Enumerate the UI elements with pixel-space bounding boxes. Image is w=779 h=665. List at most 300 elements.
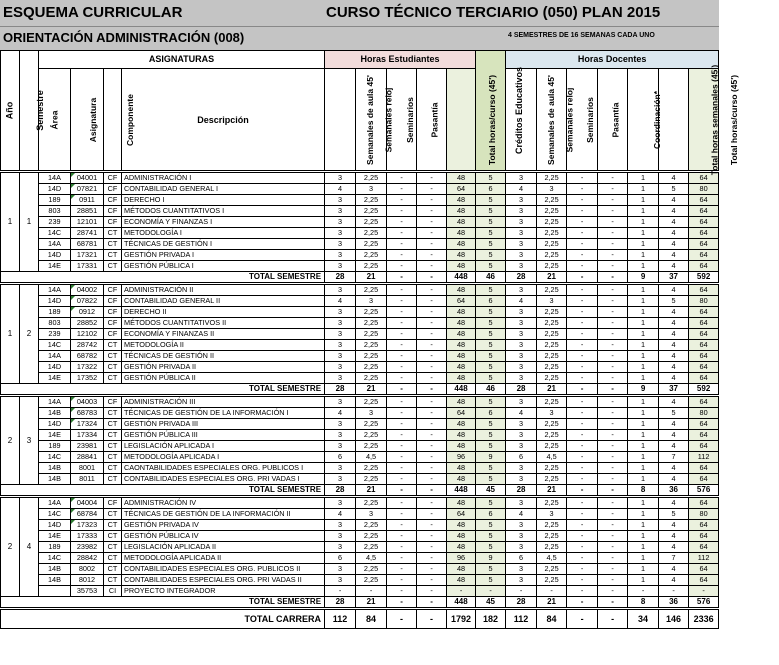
value-cell-ea: 3 xyxy=(325,239,356,250)
value-cell-cr: 5 xyxy=(476,250,506,261)
value-cell-et: 48 xyxy=(447,217,476,228)
value-cell-cr: 5 xyxy=(476,206,506,217)
value-cell-er: 4,5 xyxy=(356,452,387,463)
value-cell-cr: 5 xyxy=(476,307,506,318)
componente-cell: CF xyxy=(104,329,122,340)
componente-cell: CT xyxy=(104,564,122,575)
value-cell-da: 3 xyxy=(506,307,537,318)
value-cell-et: 48 xyxy=(447,340,476,351)
value-cell-dts: 4 xyxy=(659,217,689,228)
value-cell-ds: - xyxy=(567,452,598,463)
descripcion-cell: ECONOMÍA Y FINANZAS I xyxy=(122,217,325,228)
value-cell-es: - xyxy=(387,206,417,217)
group-asignaturas: ASIGNATURAS xyxy=(39,51,325,69)
value-cell-dc: 1 xyxy=(628,397,659,408)
value-cell-dc: 1 xyxy=(628,217,659,228)
area-cell: 14E xyxy=(39,261,71,272)
col-est-semanales-reloj: Semanales reloj xyxy=(356,69,387,171)
value-cell-dr: 2,25 xyxy=(537,351,567,362)
componente-cell: CF xyxy=(104,296,122,307)
componente-cell: CF xyxy=(104,217,122,228)
value-cell-ea: 3 xyxy=(325,474,356,485)
value-cell-dr: 2,25 xyxy=(537,285,567,296)
value-cell-dts: 4 xyxy=(659,397,689,408)
area-cell: 14B xyxy=(39,564,71,575)
course-title: CURSO TÉCNICO TERCIARIO (050) PLAN 2015 xyxy=(326,4,661,21)
asignatura-code-cell: 07822 xyxy=(71,296,104,307)
col-est-total: Total horas/curso (45') xyxy=(447,69,476,171)
value-cell-dp: - xyxy=(598,531,628,542)
asignatura-code-cell: 17322 xyxy=(71,362,104,373)
value-cell-dr: 2,25 xyxy=(537,474,567,485)
value-cell-dp: - xyxy=(598,397,628,408)
value-cell-da: 3 xyxy=(506,329,537,340)
value-cell-es: - xyxy=(387,173,417,184)
area-cell: 189 xyxy=(39,307,71,318)
total-cell-ea: 28 xyxy=(325,597,356,608)
table-row xyxy=(1,474,719,485)
value-cell-ea: 4 xyxy=(325,296,356,307)
value-cell-dts: 4 xyxy=(659,250,689,261)
value-cell-dtc: 64 xyxy=(689,575,719,586)
value-cell-ea: 6 xyxy=(325,452,356,463)
value-cell-dr: 2,25 xyxy=(537,318,567,329)
value-cell-dc: 1 xyxy=(628,296,659,307)
value-cell-dts: 4 xyxy=(659,373,689,384)
value-cell-dts: 4 xyxy=(659,318,689,329)
value-cell-da: 4 xyxy=(506,408,537,419)
value-cell-dtc: 64 xyxy=(689,441,719,452)
area-cell: 239 xyxy=(39,217,71,228)
asignatura-code-cell: 07821 xyxy=(71,184,104,195)
componente-cell: CT xyxy=(104,250,122,261)
value-cell-ea: 3 xyxy=(325,217,356,228)
value-cell-dp: - xyxy=(598,564,628,575)
area-cell: 14D xyxy=(39,419,71,430)
grand-total-cell-es: - xyxy=(387,610,417,629)
value-cell-ea: 3 xyxy=(325,329,356,340)
value-cell-dp: - xyxy=(598,285,628,296)
comment-marker-icon xyxy=(71,498,75,502)
value-cell-es: - xyxy=(387,586,417,597)
value-cell-dc: 1 xyxy=(628,307,659,318)
value-cell-da: 3 xyxy=(506,217,537,228)
value-cell-cr: 5 xyxy=(476,575,506,586)
total-semestre-label: TOTAL SEMESTRE xyxy=(1,272,325,283)
value-cell-dr: 2,25 xyxy=(537,217,567,228)
value-cell-cr: 5 xyxy=(476,463,506,474)
value-cell-ds: - xyxy=(567,553,598,564)
total-cell-cr: 45 xyxy=(476,597,506,608)
table-row xyxy=(1,285,719,296)
componente-cell: CF xyxy=(104,184,122,195)
value-cell-es: - xyxy=(387,307,417,318)
componente-cell: CT xyxy=(104,239,122,250)
value-cell-dc: 1 xyxy=(628,351,659,362)
value-cell-er: 2,25 xyxy=(356,575,387,586)
componente-cell: CF xyxy=(104,206,122,217)
value-cell-dtc: 64 xyxy=(689,362,719,373)
value-cell-dtc: 64 xyxy=(689,250,719,261)
value-cell-da: 6 xyxy=(506,553,537,564)
value-cell-et: 48 xyxy=(447,441,476,452)
value-cell-dr: 2,25 xyxy=(537,463,567,474)
ano-cell: 2 xyxy=(1,397,20,485)
descripcion-cell: ADMINISTRACIÓN IV xyxy=(122,498,325,509)
value-cell-ds: - xyxy=(567,408,598,419)
componente-cell: CT xyxy=(104,463,122,474)
area-cell: 803 xyxy=(39,318,71,329)
value-cell-ep: - xyxy=(417,520,447,531)
table-body xyxy=(1,51,740,629)
value-cell-dp: - xyxy=(598,250,628,261)
semester-total-row xyxy=(1,272,719,283)
asignatura-code-cell: 68783 xyxy=(71,408,104,419)
total-cell-ep: - xyxy=(417,384,447,395)
value-cell-dc: 1 xyxy=(628,452,659,463)
value-cell-et: 48 xyxy=(447,498,476,509)
value-cell-dc: 1 xyxy=(628,285,659,296)
total-cell-ep: - xyxy=(417,485,447,496)
table-row xyxy=(1,184,719,195)
table-row xyxy=(1,531,719,542)
grand-total-cell-et: 1792 xyxy=(447,610,476,629)
value-cell-es: - xyxy=(387,474,417,485)
componente-cell: CT xyxy=(104,261,122,272)
value-cell-dc: 1 xyxy=(628,564,659,575)
value-cell-dts: - xyxy=(659,586,689,597)
semester-total-row xyxy=(1,384,719,395)
value-cell-es: - xyxy=(387,340,417,351)
value-cell-et: 48 xyxy=(447,419,476,430)
area-cell: 14A xyxy=(39,397,71,408)
value-cell-cr: 5 xyxy=(476,351,506,362)
value-cell-ep: - xyxy=(417,285,447,296)
table-row xyxy=(1,362,719,373)
value-cell-ds: - xyxy=(567,307,598,318)
value-cell-da: 3 xyxy=(506,340,537,351)
value-cell-da: 4 xyxy=(506,184,537,195)
componente-cell: CT xyxy=(104,430,122,441)
area-cell: 14D xyxy=(39,362,71,373)
value-cell-ep: - xyxy=(417,531,447,542)
value-cell-dtc: - xyxy=(689,586,719,597)
value-cell-ds: - xyxy=(567,261,598,272)
value-cell-dc: 1 xyxy=(628,419,659,430)
value-cell-er: 4,5 xyxy=(356,553,387,564)
descripcion-cell: MÉTODOS CUANTITATIVOS I xyxy=(122,206,325,217)
col-doc-semanales-aula: Semanales de aula 45' xyxy=(506,69,537,171)
value-cell-dp: - xyxy=(598,509,628,520)
comment-marker-icon xyxy=(71,509,75,513)
grand-total-cell-er: 84 xyxy=(356,610,387,629)
value-cell-dr: 2,25 xyxy=(537,228,567,239)
value-cell-ea: 3 xyxy=(325,340,356,351)
table-row xyxy=(1,397,719,408)
value-cell-ea: 4 xyxy=(325,408,356,419)
asignatura-code-cell: 68782 xyxy=(71,351,104,362)
value-cell-es: - xyxy=(387,531,417,542)
componente-cell: CF xyxy=(104,397,122,408)
total-cell-et: 448 xyxy=(447,597,476,608)
col-doc-semanales-reloj: Semanales reloj xyxy=(537,69,567,171)
area-cell: 14D xyxy=(39,296,71,307)
value-cell-dp: - xyxy=(598,184,628,195)
value-cell-er: 2,25 xyxy=(356,564,387,575)
total-cell-dtc: 592 xyxy=(689,272,719,283)
value-cell-dtc: 64 xyxy=(689,531,719,542)
value-cell-ea: 3 xyxy=(325,307,356,318)
value-cell-dts: 4 xyxy=(659,307,689,318)
asignatura-code-cell: 8012 xyxy=(71,575,104,586)
value-cell-ep: - xyxy=(417,184,447,195)
value-cell-dts: 4 xyxy=(659,239,689,250)
value-cell-dtc: 80 xyxy=(689,296,719,307)
asignatura-code-cell: 04003 xyxy=(71,397,104,408)
value-cell-cr: 5 xyxy=(476,217,506,228)
componente-cell: CT xyxy=(104,452,122,463)
asignatura-code-cell: 17321 xyxy=(71,250,104,261)
value-cell-dtc: 64 xyxy=(689,340,719,351)
value-cell-es: - xyxy=(387,520,417,531)
value-cell-cr: 9 xyxy=(476,452,506,463)
descripcion-cell: ECONOMÍA Y FINANZAS II xyxy=(122,329,325,340)
descripcion-cell: LEGISLACIÓN APLICADA II xyxy=(122,542,325,553)
value-cell-dr: 3 xyxy=(537,408,567,419)
total-cell-da: 28 xyxy=(506,384,537,395)
value-cell-ep: - xyxy=(417,239,447,250)
table-row xyxy=(1,329,719,340)
value-cell-dp: - xyxy=(598,542,628,553)
area-cell: 14A xyxy=(39,285,71,296)
value-cell-ds: - xyxy=(567,329,598,340)
value-cell-et: - xyxy=(447,586,476,597)
value-cell-ea: 3 xyxy=(325,206,356,217)
value-cell-dp: - xyxy=(598,553,628,564)
value-cell-cr: 6 xyxy=(476,184,506,195)
value-cell-er: 2,25 xyxy=(356,531,387,542)
value-cell-dc: 1 xyxy=(628,474,659,485)
value-cell-dr: 2,25 xyxy=(537,195,567,206)
descripcion-cell: TÉCNICAS DE GESTIÓN I xyxy=(122,239,325,250)
value-cell-et: 48 xyxy=(447,206,476,217)
value-cell-dc: 1 xyxy=(628,195,659,206)
group-horas-docentes: Horas Docentes xyxy=(506,51,719,69)
value-cell-cr: 5 xyxy=(476,397,506,408)
value-cell-dc: 1 xyxy=(628,373,659,384)
asignatura-code-cell: 28852 xyxy=(71,318,104,329)
value-cell-et: 48 xyxy=(447,307,476,318)
total-cell-cr: 45 xyxy=(476,485,506,496)
value-cell-et: 48 xyxy=(447,362,476,373)
value-cell-es: - xyxy=(387,296,417,307)
value-cell-et: 48 xyxy=(447,564,476,575)
value-cell-ep: - xyxy=(417,206,447,217)
value-cell-ep: - xyxy=(417,373,447,384)
value-cell-ep: - xyxy=(417,307,447,318)
total-cell-da: 28 xyxy=(506,485,537,496)
value-cell-ep: - xyxy=(417,419,447,430)
total-cell-dts: 36 xyxy=(659,485,689,496)
value-cell-ea: 3 xyxy=(325,285,356,296)
value-cell-cr: 5 xyxy=(476,228,506,239)
table-row xyxy=(1,373,719,384)
area-cell: 14E xyxy=(39,430,71,441)
value-cell-dr: 2,25 xyxy=(537,250,567,261)
value-cell-ep: - xyxy=(417,195,447,206)
asignatura-code-cell: 04004 xyxy=(71,498,104,509)
value-cell-dc: 1 xyxy=(628,575,659,586)
value-cell-ds: - xyxy=(567,217,598,228)
asignatura-code-cell: 28842 xyxy=(71,553,104,564)
value-cell-ds: - xyxy=(567,531,598,542)
value-cell-dp: - xyxy=(598,173,628,184)
descripcion-cell: TÉCNICAS DE GESTIÓN DE LA INFORMACIÓN II xyxy=(122,509,325,520)
value-cell-er: 2,25 xyxy=(356,239,387,250)
value-cell-dtc: 64 xyxy=(689,239,719,250)
value-cell-ep: - xyxy=(417,318,447,329)
value-cell-ea: - xyxy=(325,586,356,597)
value-cell-dp: - xyxy=(598,307,628,318)
value-cell-es: - xyxy=(387,250,417,261)
value-cell-dts: 4 xyxy=(659,195,689,206)
table-row xyxy=(1,206,719,217)
table-row xyxy=(1,452,719,463)
total-cell-ds: - xyxy=(567,384,598,395)
value-cell-dp: - xyxy=(598,520,628,531)
value-cell-dp: - xyxy=(598,296,628,307)
value-cell-es: - xyxy=(387,261,417,272)
value-cell-dtc: 64 xyxy=(689,228,719,239)
value-cell-dts: 5 xyxy=(659,408,689,419)
value-cell-dts: 4 xyxy=(659,474,689,485)
value-cell-ds: - xyxy=(567,173,598,184)
value-cell-er: 3 xyxy=(356,184,387,195)
asignatura-code-cell: 12102 xyxy=(71,329,104,340)
value-cell-et: 48 xyxy=(447,542,476,553)
value-cell-er: 2,25 xyxy=(356,474,387,485)
value-cell-dr: 2,25 xyxy=(537,419,567,430)
value-cell-er: 2,25 xyxy=(356,463,387,474)
area-cell: 14D xyxy=(39,184,71,195)
value-cell-dr: 2,25 xyxy=(537,206,567,217)
value-cell-ea: 3 xyxy=(325,441,356,452)
comment-marker-icon xyxy=(71,397,75,401)
value-cell-da: 3 xyxy=(506,261,537,272)
semester-total-row xyxy=(1,485,719,496)
ano-cell: 2 xyxy=(1,498,20,597)
value-cell-dts: 4 xyxy=(659,329,689,340)
semestre-cell: 1 xyxy=(20,173,39,272)
descripcion-cell: GESTIÓN PÚBLICA II xyxy=(122,373,325,384)
value-cell-et: 64 xyxy=(447,408,476,419)
value-cell-dts: 5 xyxy=(659,509,689,520)
value-cell-ea: 4 xyxy=(325,509,356,520)
value-cell-dr: 2,25 xyxy=(537,373,567,384)
value-cell-ea: 3 xyxy=(325,430,356,441)
grand-total-cell-ea: 112 xyxy=(325,610,356,629)
table-row xyxy=(1,261,719,272)
value-cell-cr: 5 xyxy=(476,173,506,184)
componente-cell: CT xyxy=(104,509,122,520)
table-row xyxy=(1,575,719,586)
descripcion-cell: LEGISLACIÓN APLICADA I xyxy=(122,441,325,452)
descripcion-cell: CONTABILIDADES ESPECIALES ORG. PUBLICOS II xyxy=(122,564,325,575)
total-cell-dp: - xyxy=(598,272,628,283)
value-cell-dc: 1 xyxy=(628,239,659,250)
value-cell-ep: - xyxy=(417,586,447,597)
descripcion-cell: METODOLOGÍA APLICADA I xyxy=(122,452,325,463)
descripcion-cell: CONTABILIDAD GENERAL II xyxy=(122,296,325,307)
value-cell-cr: 5 xyxy=(476,261,506,272)
area-cell: 14A xyxy=(39,498,71,509)
value-cell-dts: 7 xyxy=(659,452,689,463)
table-row xyxy=(1,564,719,575)
value-cell-et: 96 xyxy=(447,553,476,564)
value-cell-dtc: 64 xyxy=(689,373,719,384)
grand-total-cell-ep: - xyxy=(417,610,447,629)
value-cell-cr: 5 xyxy=(476,362,506,373)
descripcion-cell: CONTABILIDADES ESPECIALES ORG. PRI VADAS I xyxy=(122,474,325,485)
col-doc-pasantia: Pasantía xyxy=(598,69,628,171)
value-cell-es: - xyxy=(387,329,417,340)
componente-cell: CF xyxy=(104,285,122,296)
value-cell-er: 2,25 xyxy=(356,397,387,408)
value-cell-dp: - xyxy=(598,474,628,485)
table-row xyxy=(1,351,719,362)
value-cell-et: 48 xyxy=(447,474,476,485)
value-cell-es: - xyxy=(387,195,417,206)
total-cell-er: 21 xyxy=(356,384,387,395)
value-cell-dts: 4 xyxy=(659,228,689,239)
area-cell: 803 xyxy=(39,206,71,217)
value-cell-dc: 1 xyxy=(628,329,659,340)
value-cell-es: - xyxy=(387,553,417,564)
value-cell-dtc: 64 xyxy=(689,329,719,340)
value-cell-dtc: 64 xyxy=(689,195,719,206)
area-cell: 14B xyxy=(39,463,71,474)
value-cell-ep: - xyxy=(417,463,447,474)
value-cell-dr: 3 xyxy=(537,509,567,520)
ano-cell: 1 xyxy=(1,173,20,272)
value-cell-dr: 2,25 xyxy=(537,564,567,575)
asignatura-code-cell: 8011 xyxy=(71,474,104,485)
table-row xyxy=(1,239,719,250)
value-cell-dp: - xyxy=(598,441,628,452)
value-cell-dp: - xyxy=(598,318,628,329)
area-cell: 14C xyxy=(39,509,71,520)
value-cell-ep: - xyxy=(417,452,447,463)
value-cell-es: - xyxy=(387,430,417,441)
descripcion-cell: GESTIÓN PRIVADA III xyxy=(122,419,325,430)
value-cell-dtc: 80 xyxy=(689,408,719,419)
area-cell: 14A xyxy=(39,239,71,250)
document-title: ESQUEMA CURRICULAR xyxy=(3,4,183,21)
total-cell-dr: 21 xyxy=(537,384,567,395)
value-cell-dts: 5 xyxy=(659,296,689,307)
descripcion-cell: CONTABILIDAD GENERAL I xyxy=(122,184,325,195)
column-header-row xyxy=(1,69,719,171)
comment-marker-icon xyxy=(71,520,75,524)
descripcion-cell: ADMINISTRACIÓN II xyxy=(122,285,325,296)
area-cell: 14C xyxy=(39,228,71,239)
asignatura-code-cell: 28841 xyxy=(71,452,104,463)
total-cell-ea: 28 xyxy=(325,485,356,496)
componente-cell: CF xyxy=(104,173,122,184)
table-row xyxy=(1,586,719,597)
value-cell-er: 2,25 xyxy=(356,542,387,553)
value-cell-cr: 6 xyxy=(476,408,506,419)
